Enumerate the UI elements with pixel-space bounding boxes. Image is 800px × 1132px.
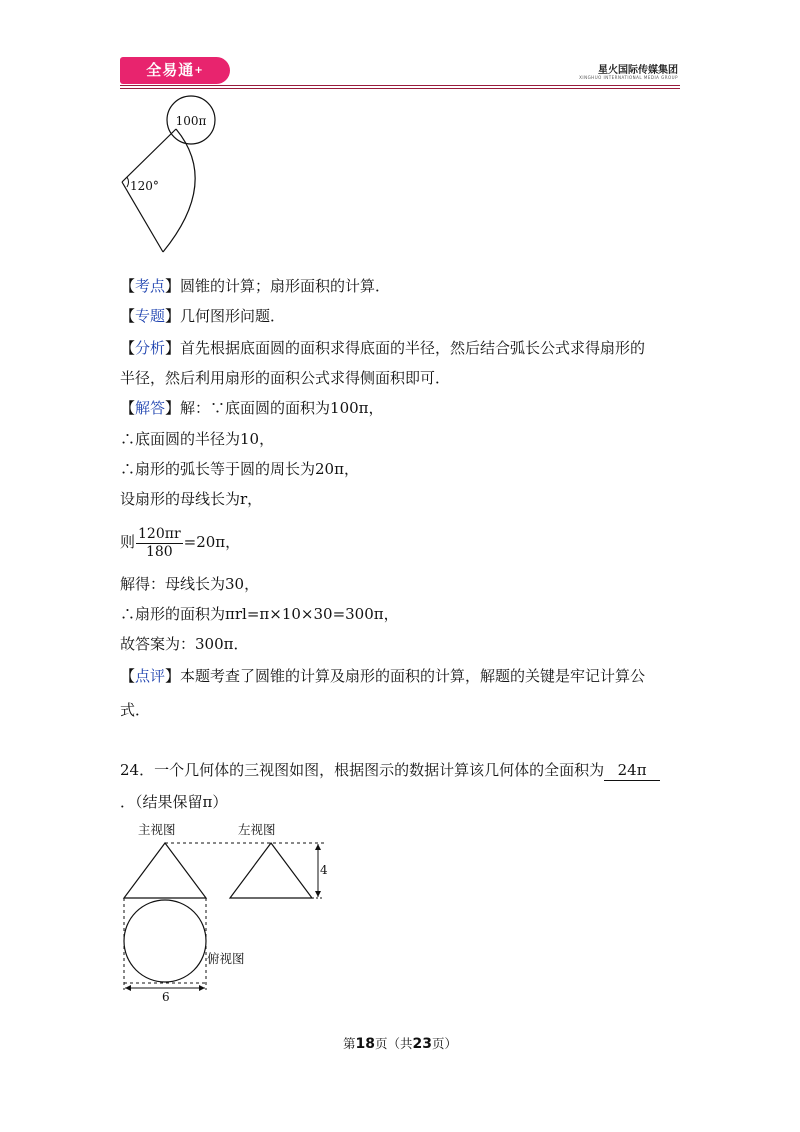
top-view-label: 俯视图 <box>207 951 245 966</box>
question-24-line-2: ．（结果保留π） <box>120 793 228 811</box>
footer-total-pages: 23 <box>412 1036 432 1052</box>
logo-plus: + <box>194 65 204 76</box>
jieda-line-1 <box>120 398 384 418</box>
header-divider <box>120 85 680 86</box>
answer-blank: 24π <box>604 760 660 781</box>
fenxi-tag: 【分析】 <box>120 339 181 357</box>
width-arrow-left <box>125 985 131 991</box>
height-label: 4 <box>320 863 328 877</box>
zhuanti-line <box>120 306 285 326</box>
width-label: 6 <box>162 990 170 1003</box>
question-text: 一个几何体的三视图如图，根据图示的数据计算该几何体的全面积为 <box>154 761 605 779</box>
front-view-triangle <box>124 843 206 898</box>
line5-prefix: 则 <box>120 533 136 551</box>
sector-arc <box>163 129 195 252</box>
dianping-line-2: 式． <box>120 701 151 719</box>
sector-cone-figure <box>118 92 228 260</box>
jieda-tag: 【解答】 <box>120 399 181 417</box>
kaodian-tag: 【考点】 <box>120 277 181 295</box>
kaodian-text: 圆锥的计算；扇形面积的计算． <box>180 277 391 295</box>
height-arrow-top <box>315 844 321 850</box>
width-arrow-right <box>199 985 205 991</box>
page-header <box>120 55 680 89</box>
company-name: 星火国际传媒集团 <box>598 65 678 76</box>
fenxi-line-2: 半径，然后利用扇形的面积公式求得侧面积即可． <box>120 369 451 387</box>
left-view-label: 左视图 <box>238 822 276 837</box>
solution-line-7: ∴扇形的面积为πrl=π×10×30=300π， <box>120 605 399 623</box>
dianping-tag: 【点评】 <box>120 667 181 685</box>
footer-suffix: 页） <box>431 1036 457 1051</box>
footer-prefix: 第 <box>342 1036 356 1051</box>
three-view-figure <box>112 818 342 1003</box>
solution-line-4: 设扇形的母线长为r， <box>120 490 263 508</box>
height-arrow-bottom <box>315 891 321 897</box>
solution-line-2: ∴底面圆的半径为10， <box>120 430 275 448</box>
solution-line-8: 故答案为：300π． <box>120 635 249 653</box>
dianping-text-1: 本题考查了圆锥的计算及扇形的面积的计算，解题的关键是牢记计算公 <box>180 667 646 685</box>
circle-label: 100π <box>175 114 207 128</box>
question-24-line-1 <box>120 760 660 781</box>
top-view-circle <box>124 900 206 982</box>
fraction-denominator: 180 <box>145 543 173 560</box>
brand-logo <box>120 57 230 84</box>
footer-page-number: 18 <box>355 1036 375 1052</box>
fraction-numerator: 120πr <box>138 525 181 542</box>
kaodian-line <box>120 276 390 296</box>
footer-mid: 页（共 <box>374 1036 413 1051</box>
left-view-triangle <box>230 843 312 898</box>
fenxi-text-1: 首先根据底面圆的面积求得底面的半径，然后结合弧长公式求得扇形的 <box>180 339 646 357</box>
solution-line-6: 解得：母线长为30， <box>120 575 260 593</box>
solution-line-3: ∴扇形的弧长等于圆的周长为20π， <box>120 460 359 478</box>
angle-mark <box>127 177 129 187</box>
header-divider-thin <box>120 88 680 89</box>
page-footer <box>0 1034 800 1052</box>
company-subtitle: XINGHUO INTERNATIONAL MEDIA GROUP <box>579 75 678 80</box>
zhuanti-tag: 【专题】 <box>120 307 181 325</box>
logo-text: 全易通 <box>146 61 195 79</box>
solution-line-5 <box>120 524 240 561</box>
front-view-label: 主视图 <box>138 822 176 837</box>
zhuanti-text: 几何图形问题． <box>180 307 286 325</box>
jieda-text-1: 解：∵底面圆的面积为100π， <box>180 399 384 417</box>
fenxi-line-1 <box>120 338 645 358</box>
dianping-line-1 <box>120 666 645 686</box>
line5-suffix: =20π， <box>183 533 241 551</box>
angle-label: 120° <box>130 179 159 193</box>
fraction <box>136 526 183 561</box>
question-number: 24． <box>120 761 155 779</box>
sector-radius-top <box>122 129 176 182</box>
